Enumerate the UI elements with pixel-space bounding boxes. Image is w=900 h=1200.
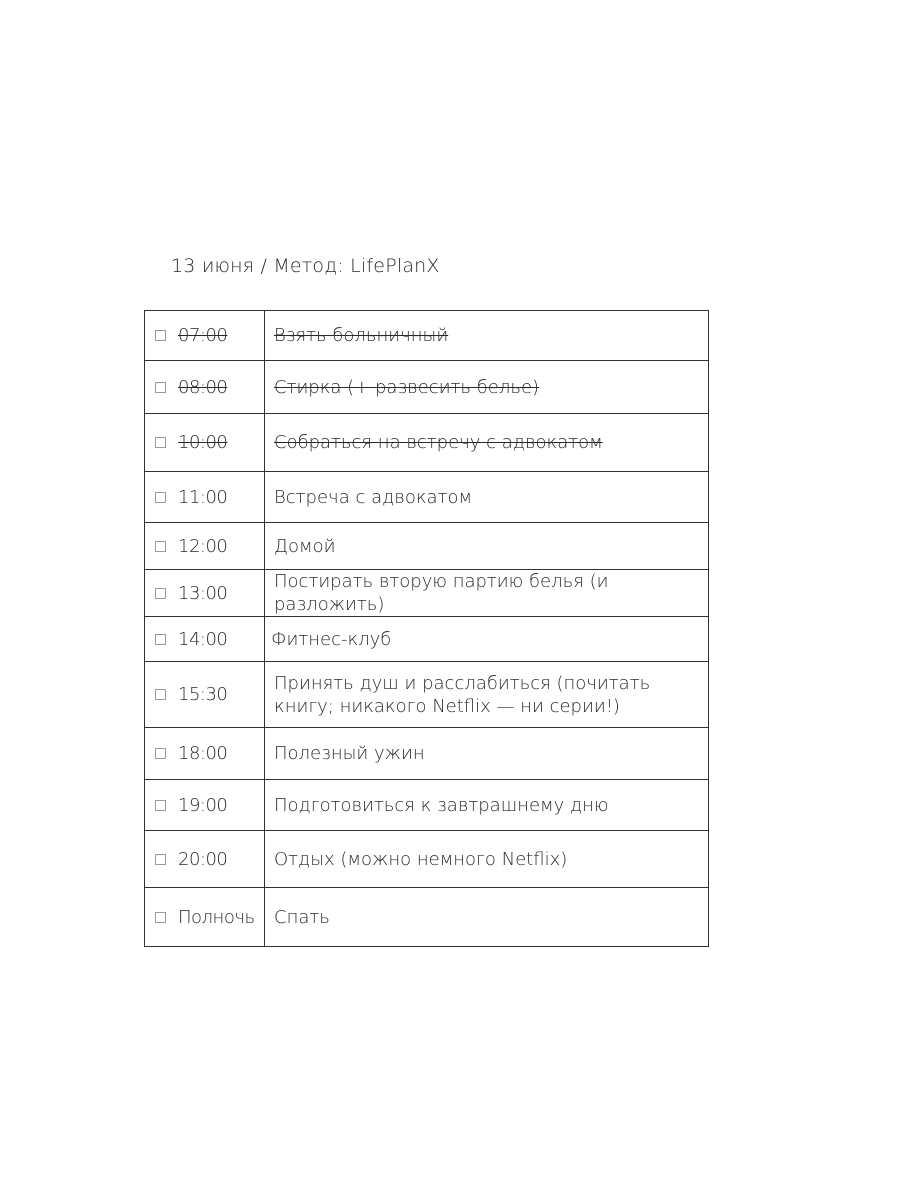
task-checkbox[interactable]: [155, 689, 166, 700]
task-label: Постирать вторую партию белья (и разложить): [274, 571, 609, 615]
table-row: [145, 414, 709, 472]
task-label: Отдых (можно немного Netflix): [274, 848, 568, 870]
time-label: Полночь: [178, 906, 255, 928]
time-label: 20:00: [178, 848, 228, 870]
task-cell: [265, 361, 709, 414]
schedule-table: [144, 310, 709, 947]
task-checkbox[interactable]: [155, 437, 166, 448]
task-label: Принять душ и расслабиться (почитать книгу; никакого Netflix — ни серии!): [274, 672, 651, 717]
time-cell: [145, 728, 265, 780]
time-cell: [145, 780, 265, 831]
task-checkbox[interactable]: [155, 588, 166, 599]
time-cell: [145, 523, 265, 570]
task-cell: [265, 728, 709, 780]
task-cell: [265, 780, 709, 831]
task-label: Фитнес-клуб: [271, 628, 392, 650]
task-label: Домой: [274, 535, 336, 557]
table-row: [145, 780, 709, 831]
table-row: [145, 888, 709, 947]
page-title: 13 июня / Метод: LifePlanX: [171, 255, 440, 277]
task-cell: [265, 311, 709, 361]
time-cell: [145, 831, 265, 888]
task-label: Стирка (+ развесить белье): [274, 376, 540, 398]
table-row: [145, 311, 709, 361]
time-label: 18:00: [178, 743, 228, 764]
time-label: 15:30: [178, 684, 228, 705]
task-cell: [265, 831, 709, 888]
task-label: Собраться на встречу с адвокатом: [274, 432, 603, 453]
time-cell: [145, 888, 265, 947]
task-cell: [265, 570, 709, 617]
table-row: [145, 617, 709, 662]
task-cell: [265, 472, 709, 523]
table-row: [145, 523, 709, 570]
time-cell: [145, 617, 265, 662]
task-cell: [265, 414, 709, 472]
task-label: Полезный ужин: [274, 743, 425, 764]
time-label: 11:00: [178, 486, 228, 508]
task-checkbox[interactable]: [155, 541, 166, 552]
task-checkbox[interactable]: [155, 854, 166, 865]
time-label: 07:00: [178, 325, 228, 346]
table-row: [145, 472, 709, 523]
time-cell: [145, 414, 265, 472]
table-row: [145, 662, 709, 728]
task-cell: [265, 662, 709, 728]
time-cell: [145, 311, 265, 361]
task-checkbox[interactable]: [155, 382, 166, 393]
table-row: [145, 361, 709, 414]
task-label: Взять больничный: [274, 325, 449, 346]
time-label: 19:00: [178, 794, 228, 816]
task-checkbox[interactable]: [155, 748, 166, 759]
time-label: 13:00: [178, 582, 228, 604]
task-checkbox[interactable]: [155, 912, 166, 923]
task-cell: [265, 617, 709, 662]
task-checkbox[interactable]: [155, 800, 166, 811]
time-label: 14:00: [178, 628, 228, 650]
time-label: 10:00: [178, 432, 228, 453]
task-checkbox[interactable]: [155, 330, 166, 341]
task-checkbox[interactable]: [155, 492, 166, 503]
time-cell: [145, 570, 265, 617]
table-row: [145, 728, 709, 780]
time-cell: [145, 472, 265, 523]
table-row: [145, 570, 709, 617]
task-cell: [265, 888, 709, 947]
task-label: Подготовиться к завтрашнему дню: [274, 794, 609, 816]
task-label: Спать: [274, 906, 330, 928]
table-row: [145, 831, 709, 888]
task-cell: [265, 523, 709, 570]
task-label: Встреча с адвокатом: [274, 486, 473, 508]
time-cell: [145, 361, 265, 414]
task-checkbox[interactable]: [155, 634, 166, 645]
time-cell: [145, 662, 265, 728]
time-label: 12:00: [178, 535, 228, 557]
time-label: 08:00: [178, 376, 228, 398]
